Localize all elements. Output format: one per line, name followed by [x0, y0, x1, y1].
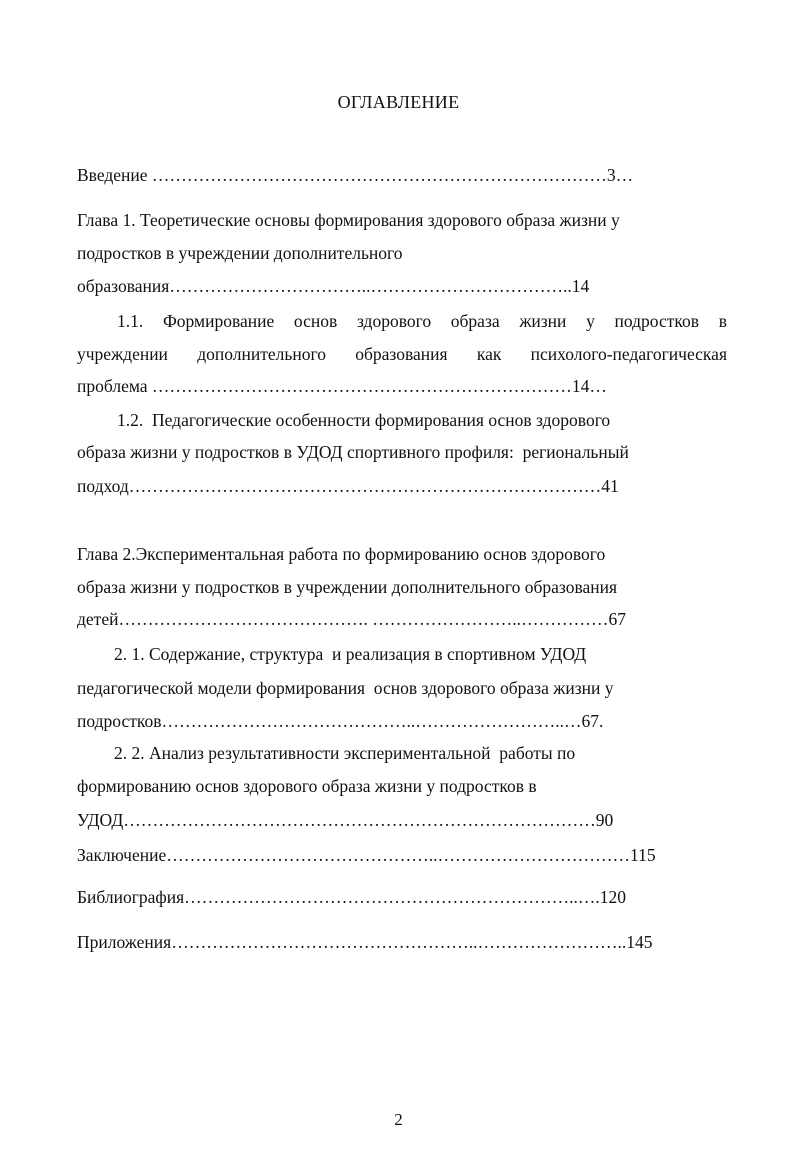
toc-chapter-1-line-3: образования……………………………..……………………………..14 [77, 276, 590, 296]
toc-bibliography: Библиография…………………………………………………………..….120 [77, 887, 627, 907]
toc-section-2-2-line-1: 2. 2. Анализ результативности экспериментальной работы по [114, 743, 576, 763]
toc-section-1-1-line-2: учреждении дополнительного образования как психолого-педагогическая [77, 344, 727, 364]
toc-section-2-2-line-3: УДОД………………………………………………………………………90 [77, 810, 614, 830]
toc-section-2-1-line-2: педагогической модели формирования основ здорового образа жизни у [77, 678, 614, 698]
toc-chapter-2-line-2: образа жизни у подростков в учреждении дополнительного образования [77, 577, 618, 597]
toc-section-1-1-line-1: 1.1. Формирование основ здорового образа жизни у подростков в [117, 311, 727, 331]
toc-section-1-2-line-2: образа жизни у подростков в УДОД спортивного профиля: региональный [77, 442, 629, 462]
toc-section-1-2-line-3: подход………………………………………………………………………41 [77, 476, 619, 496]
toc-chapter-1-line-2: подростков в учреждении дополнительного [77, 243, 403, 263]
toc-appendices: Приложения……………………………………………..……………………..145 [77, 932, 653, 952]
toc-section-1-1-line-3: проблема ………………………………………………………………14… [77, 376, 607, 396]
toc-section-1-2-line-1: 1.2. Педагогические особенности формирования основ здорового [117, 410, 611, 430]
toc-intro: Введение ……………………………………………………………………3… [77, 165, 634, 185]
page-title: ОГЛАВЛЕНИЕ [337, 92, 460, 112]
toc-chapter-2-line-1: Глава 2.Экспериментальная работа по формированию основ здорового [77, 544, 606, 564]
toc-section-2-1-line-3: подростков……………………………………..……………………..…67. [77, 711, 604, 731]
toc-conclusion: Заключение………………………………………..……………………………115 [77, 845, 656, 865]
page-number: 2 [394, 1110, 403, 1129]
toc-chapter-1-line-1: Глава 1. Теоретические основы формирования здорового образа жизни у [77, 210, 620, 230]
toc-section-2-1-line-1: 2. 1. Содержание, структура и реализация в спортивном УДОД [114, 644, 587, 664]
toc-chapter-2-line-3: детей……………………………………. ……………………..……………67 [77, 609, 626, 629]
toc-section-2-2-line-2: формированию основ здорового образа жизни у подростков в [77, 776, 537, 796]
